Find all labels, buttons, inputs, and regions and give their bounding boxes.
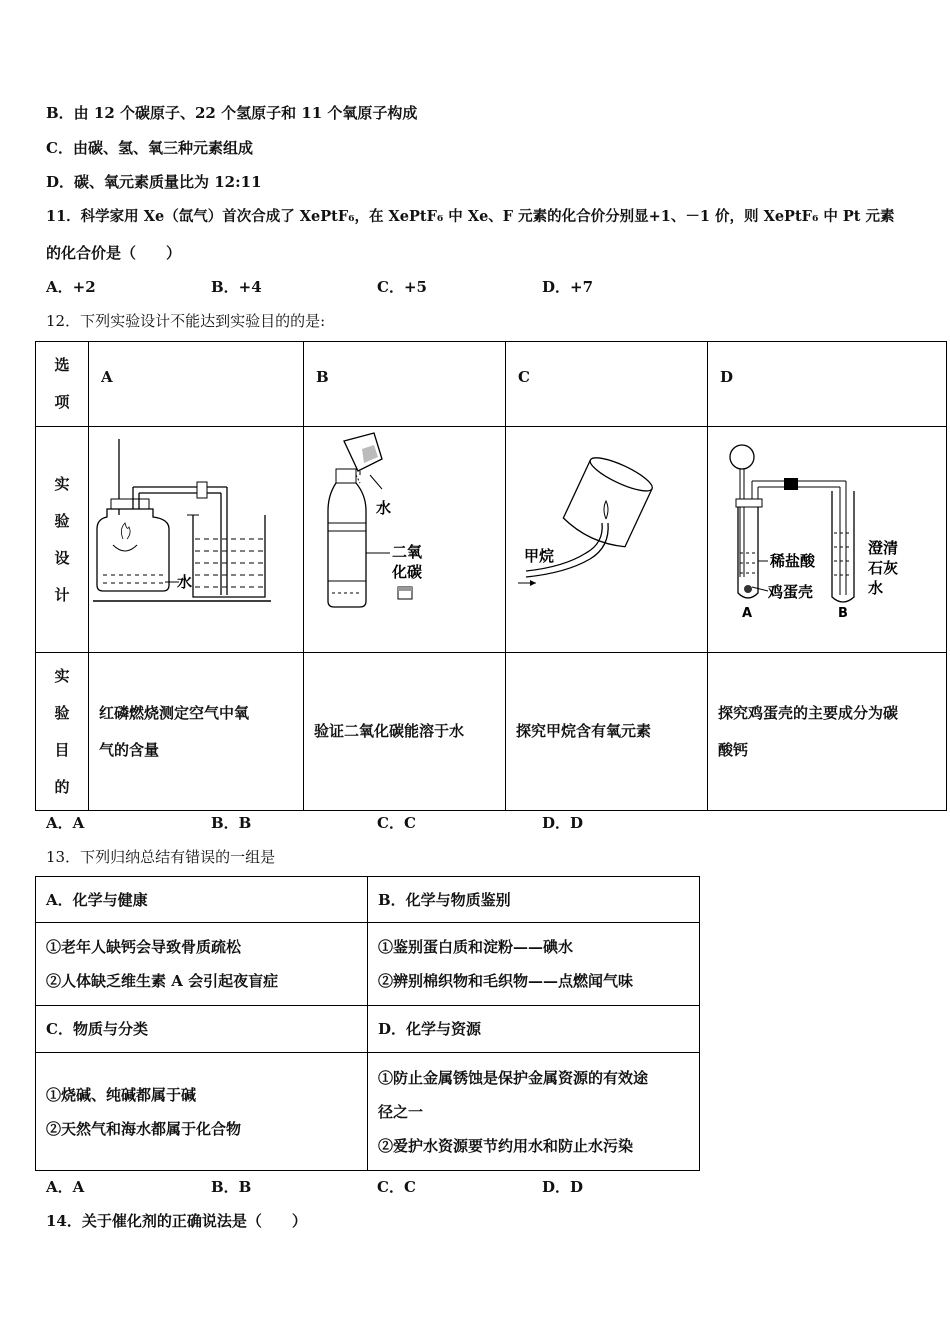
q12-purpose-a: 红磷燃烧测定空气中氧 气的含量 xyxy=(89,653,304,811)
q12-figure-c xyxy=(506,427,708,653)
q12-figure-d xyxy=(708,427,947,653)
figure-b-co2-label-1: 二氧 xyxy=(392,543,423,561)
q13-c-items: ①烧碱、纯碱都属于碱 ②天然气和海水都属于化合物 xyxy=(36,1053,368,1171)
figure-d-tube-a-label: A xyxy=(742,606,753,621)
q12-col-d: D xyxy=(708,342,947,427)
q12-purpose-d: 探究鸡蛋壳的主要成分为碳 酸钙 xyxy=(708,653,947,811)
q13-stem: 13．下列归纳总结有错误的一组是 xyxy=(46,848,276,866)
q12-figure-b xyxy=(304,427,506,653)
methane-beaker-figure xyxy=(506,427,695,648)
q12-option-b: B．B xyxy=(211,814,252,832)
q13-b-title: B．化学与物质鉴别 xyxy=(368,877,700,923)
q13-b-items: ①鉴别蛋白质和淀粉——碘水 ②辨别棉织物和毛织物——点燃闻气味 xyxy=(368,923,700,1006)
q13-options xyxy=(46,1176,746,1196)
q11-option-b: B．+4 xyxy=(211,278,262,296)
bottle-co2-figure xyxy=(304,427,493,648)
q13-a-title: A．化学与健康 xyxy=(36,877,368,923)
q12-col-c: C xyxy=(506,342,708,427)
q13-option-d: D．D xyxy=(542,1178,584,1196)
figure-d-limewater-label-2: 石灰 xyxy=(868,559,899,577)
q11-option-c: C．+5 xyxy=(377,278,427,296)
figure-d-acid-label: 稀盐酸 xyxy=(770,552,816,570)
q12-purpose-c: 探究甲烷含有氧元素 xyxy=(506,653,708,811)
q11-option-d: D．+7 xyxy=(542,278,594,296)
q12-options xyxy=(46,812,746,832)
q13-option-b: B．B xyxy=(211,1178,252,1196)
q12-col-a: A xyxy=(89,342,304,427)
q12-figure-a xyxy=(89,427,304,653)
q12-option-d: D．D xyxy=(542,814,584,832)
q11-option-a: A．+2 xyxy=(46,278,96,296)
figure-b-co2-label-2: 化碳 xyxy=(392,563,423,581)
q13-d-items: ①防止金属锈蚀是保护金属资源的有效途 径之一 ②爱护水资源要节约用水和防止水污染 xyxy=(368,1053,700,1171)
q12-col-b: B xyxy=(304,342,506,427)
q10-option-c: C．由碳、氢、氧三种元素组成 xyxy=(46,139,253,157)
figure-d-limewater-label-1: 澄清 xyxy=(868,539,899,557)
q11-options xyxy=(46,276,746,296)
q10-option-b: B．由 12 个碳原子、22 个氢原子和 11 个氧原子构成 xyxy=(46,104,418,122)
q11-stem-line1: 11．科学家用 Xe（氙气）首次合成了 XePtF₆，在 XePtF₆ 中 Xe、F 元素的化合价分别显+1、－1 价，则 XePtF₆ 中 Pt 元素 xyxy=(46,208,895,225)
q12-purpose-b: 验证二氧化碳能溶于水 xyxy=(304,653,506,811)
q13-option-a: A．A xyxy=(46,1178,85,1196)
figure-b-water-label: 水 xyxy=(376,499,392,517)
q13-summary-table xyxy=(35,876,700,1171)
q12-experiment-table xyxy=(35,341,947,811)
eggshell-limewater-figure xyxy=(708,427,934,648)
q10-option-d: D．碳、氧元素质量比为 12:11 xyxy=(46,173,262,191)
q12-purpose-label: 实 验 目 的 xyxy=(36,653,89,811)
q13-d-title: D．化学与资源 xyxy=(368,1006,700,1053)
figure-d-shell-label: 鸡蛋壳 xyxy=(768,583,814,601)
q12-design-label: 实 验 设 计 xyxy=(36,427,89,653)
q13-c-title: C．物质与分类 xyxy=(36,1006,368,1053)
q12-header-label: 选 项 xyxy=(36,342,89,427)
q13-option-c: C．C xyxy=(377,1178,416,1196)
figure-d-tube-b-label: B xyxy=(838,606,848,621)
phosphorus-apparatus-figure xyxy=(89,427,291,648)
figure-d-limewater-label-3: 水 xyxy=(868,579,884,597)
q12-stem: 12．下列实验设计不能达到实验目的的是: xyxy=(46,312,326,330)
q12-option-a: A．A xyxy=(46,814,85,832)
figure-a-water-label: 水 xyxy=(177,573,193,591)
q13-a-items: ①老年人缺钙会导致骨质疏松 ②人体缺乏维生素 A 会引起夜盲症 xyxy=(36,923,368,1006)
q12-option-c: C．C xyxy=(377,814,416,832)
q11-stem-line2: 的化合价是（ ） xyxy=(46,244,182,262)
q14-stem: 14．关于催化剂的正确说法是（ ） xyxy=(46,1212,307,1230)
figure-c-methane-label: 甲烷 xyxy=(524,547,555,565)
